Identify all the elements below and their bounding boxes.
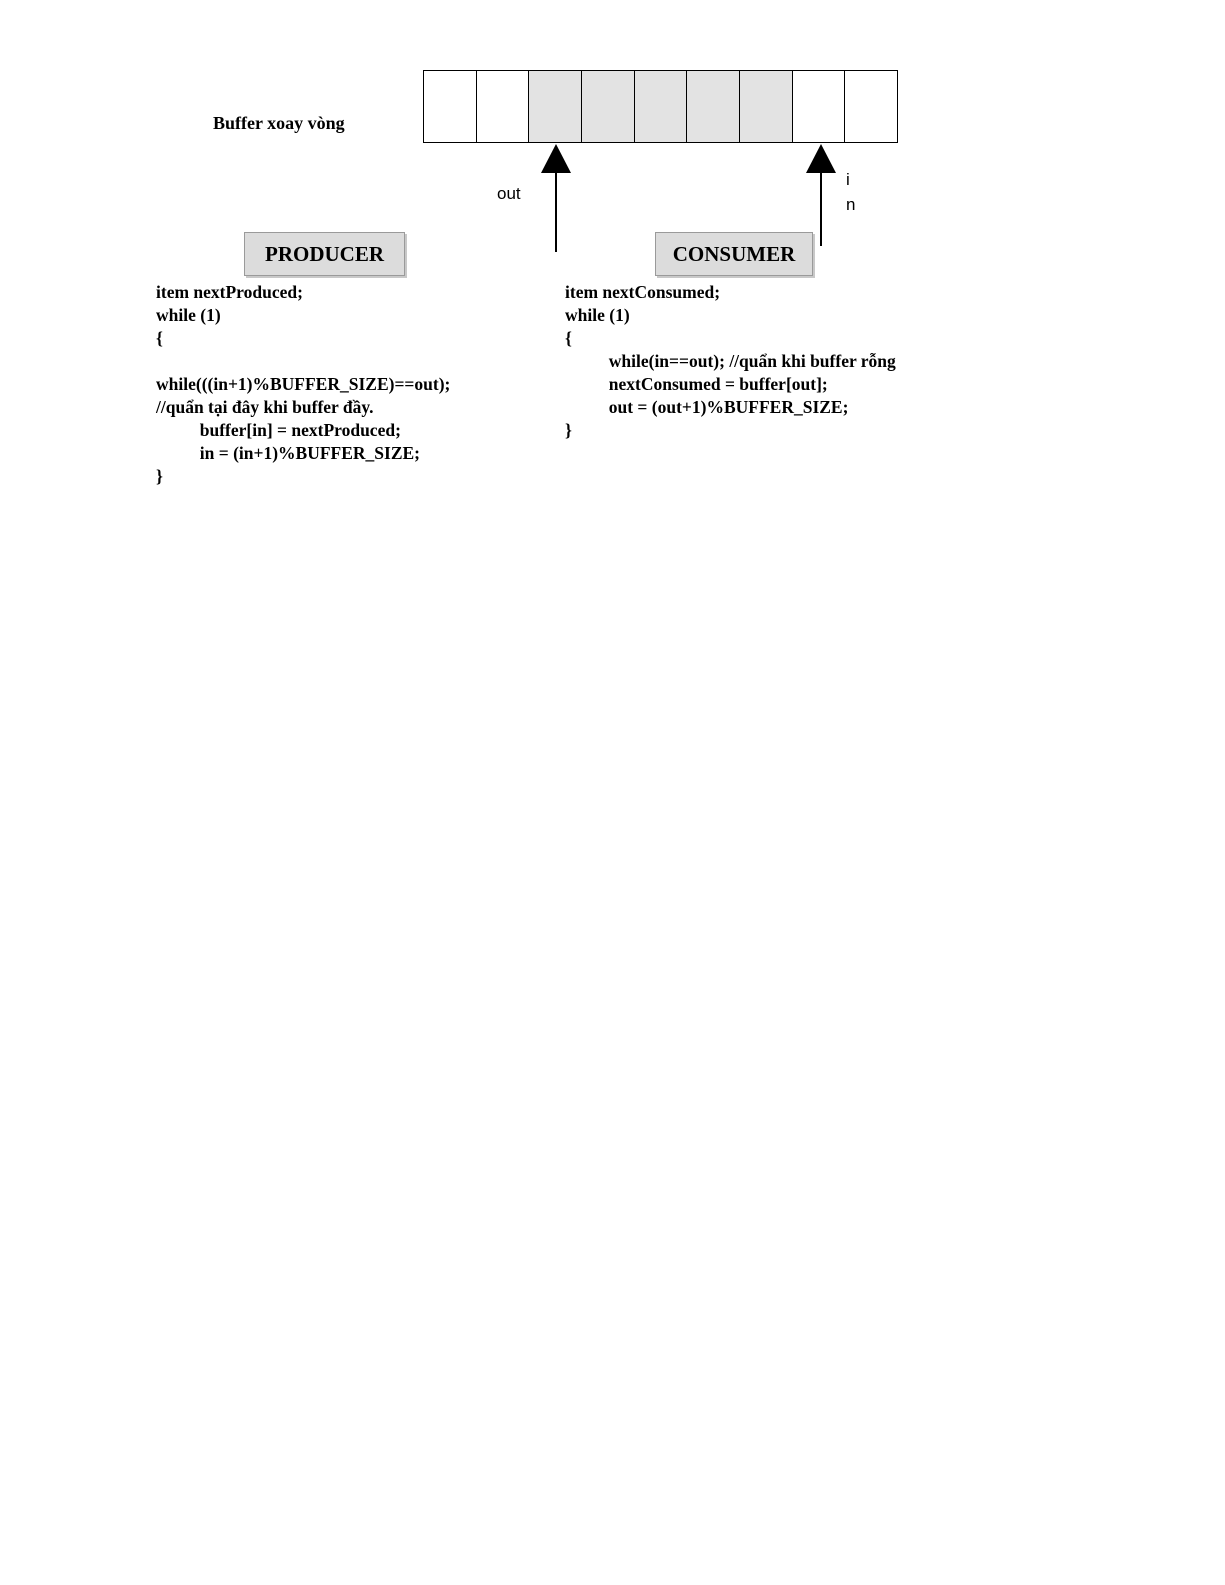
- producer-code-line: //quẩn tại đây khi buffer đầy.: [156, 397, 374, 417]
- arrow-head: [806, 144, 836, 173]
- consumer-code-line: {: [565, 328, 572, 348]
- producer-code-line: }: [156, 466, 163, 486]
- in-pointer-label-line1: i: [846, 170, 850, 189]
- buffer-cell-filled: [687, 71, 740, 142]
- producer-code-line: in = (in+1)%BUFFER_SIZE;: [156, 443, 421, 463]
- consumer-code-line: }: [565, 420, 572, 440]
- producer-code-line: buffer[in] = nextProduced;: [156, 420, 401, 440]
- consumer-code-line: nextConsumed = buffer[out];: [565, 374, 828, 394]
- producer-code-line: item nextProduced;: [156, 282, 303, 302]
- producer-code-line: while (1): [156, 305, 221, 325]
- circular-buffer: [423, 70, 898, 143]
- consumer-code-line: while(in==out); //quẩn khi buffer rỗng: [565, 351, 896, 371]
- arrow-head: [541, 144, 571, 173]
- arrow-shaft: [820, 173, 822, 246]
- buffer-cell-filled: [582, 71, 635, 142]
- producer-code-line: [156, 350, 450, 373]
- producer-code-block: [156, 281, 450, 488]
- buffer-cell-filled: [529, 71, 582, 142]
- consumer-code-line: while (1): [565, 305, 630, 325]
- consumer-title: CONSUMER: [672, 241, 796, 266]
- in-pointer-label-line2: n: [846, 195, 856, 214]
- consumer-code-block: [565, 281, 896, 442]
- buffer-cell-empty: [477, 71, 530, 142]
- consumer-code-line: out = (out+1)%BUFFER_SIZE;: [565, 397, 849, 417]
- producer-title: PRODUCER: [265, 241, 384, 266]
- producer-title-box: [244, 232, 405, 276]
- buffer-cell-empty: [793, 71, 846, 142]
- producer-code-line: {: [156, 328, 163, 348]
- consumer-code-line: item nextConsumed;: [565, 282, 721, 302]
- out-pointer-arrow: [541, 144, 571, 252]
- in-pointer-arrow: [806, 144, 836, 246]
- buffer-cell-filled: [635, 71, 688, 142]
- out-pointer-label: out: [497, 184, 521, 203]
- arrow-shaft: [555, 173, 557, 252]
- buffer-cell-filled: [740, 71, 793, 142]
- consumer-title-box: [655, 232, 813, 276]
- buffer-cell-empty: [424, 71, 477, 142]
- buffer-cell-empty: [845, 71, 897, 142]
- producer-code-line: while(((in+1)%BUFFER_SIZE)==out);: [156, 374, 451, 394]
- buffer-label: Buffer xoay vòng: [213, 113, 345, 133]
